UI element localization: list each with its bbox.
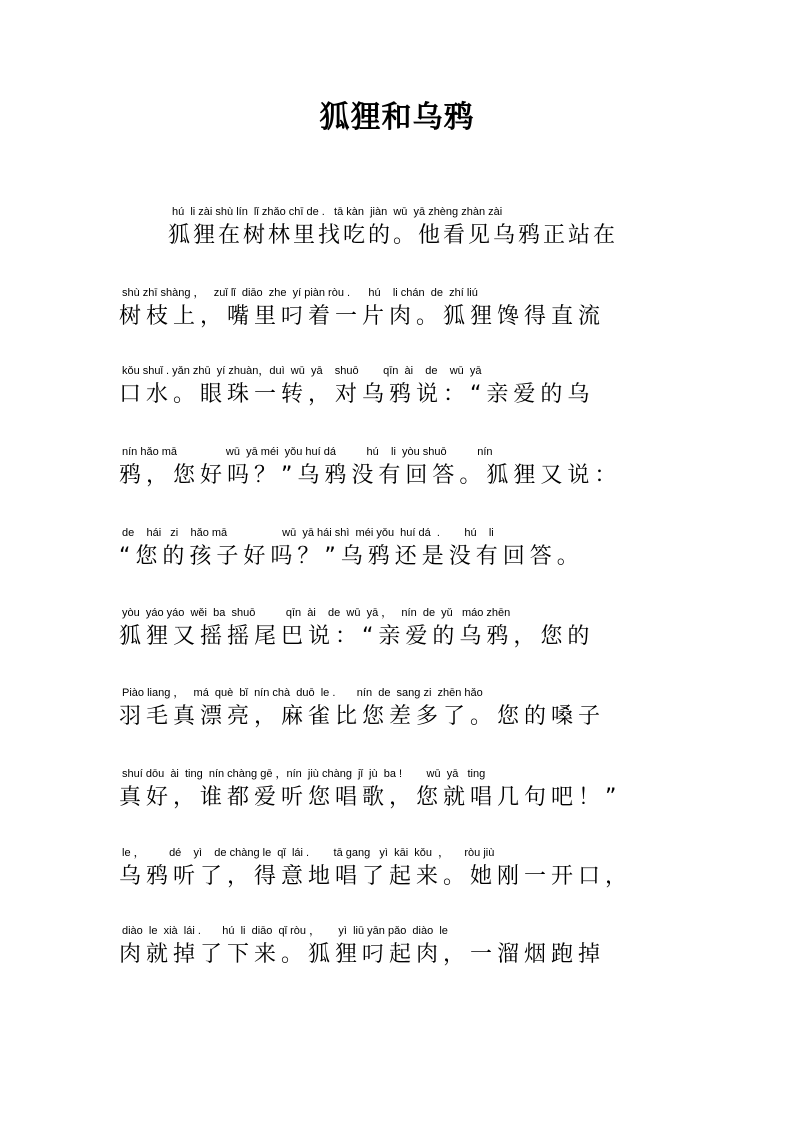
chinese-text: 树枝上，嘴里叼着一片肉。狐狸馋得直流 <box>119 304 606 329</box>
chinese-text: 鸦，您好吗？”乌鸦没有回答。狐狸又说： <box>119 463 622 488</box>
pinyin-annotation: kǒu shuǐ . yǎn zhū yí zhuàn，duì wū yā shuō qīn ài de wū yā <box>122 365 482 377</box>
chinese-text: 真好，谁都爱听您唱歌，您就唱几句吧！” <box>119 785 622 810</box>
chinese-text: 肉就掉了下来。狐狸叼起肉，一溜烟跑掉 <box>119 942 606 967</box>
chinese-text: 狐狸又摇摇尾巴说：“亲爱的乌鸦，您的 <box>119 624 595 649</box>
page-title: 狐狸和乌鸦 <box>319 100 475 135</box>
pinyin-annotation: yòu yáo yáo wěi ba shuō qīn ài de wū yā ， nín de yǔ máo zhēn <box>122 607 511 619</box>
pinyin-annotation: le ， dé yì de chàng le qǐ lái . tā gang yì kāi kǒu ， ròu jiù <box>122 847 495 859</box>
pinyin-annotation: nín hǎo mā wū yā méi yǒu huí dá hú li yòu shuō nín <box>122 446 493 458</box>
pinyin-annotation: shù zhī shàng ， zuǐ lǐ diāo zhe yí piàn ròu . hú li chán de zhí liú <box>122 287 478 299</box>
pinyin-annotation: de hái zi hǎo mā wū yā hái shì méi yǒu huí dá . hú li <box>122 527 494 539</box>
pinyin-annotation: hú li zài shù lín lǐ zhǎo chī de . tā kàn jiàn wū yā zhèng zhàn zài <box>172 206 503 218</box>
pinyin-annotation: shuí dōu ài ting nín chàng gē ，nín jiù chàng jǐ jù ba ! wū yā ting <box>122 768 486 780</box>
chinese-text: 狐狸在树林里找吃的。他看见乌鸦正站在 <box>168 223 619 248</box>
chinese-text: 乌鸦听了，得意地唱了起来。她刚一开口， <box>119 864 633 889</box>
chinese-text: 口水。眼珠一转，对乌鸦说：“亲爱的乌 <box>119 382 595 407</box>
chinese-text: 羽毛真漂亮，麻雀比您差多了。您的嗓子 <box>119 704 606 729</box>
chinese-text: “您的孩子好吗？”乌鸦还是没有回答。 <box>119 544 584 569</box>
pinyin-annotation: Piào liang ， má què bǐ nín chà duō le . nín de sang zi zhēn hǎo <box>122 687 483 699</box>
pinyin-annotation: diào le xià lái . hú li diāo qǐ ròu ， yì liū yān pǎo diào le <box>122 925 448 937</box>
